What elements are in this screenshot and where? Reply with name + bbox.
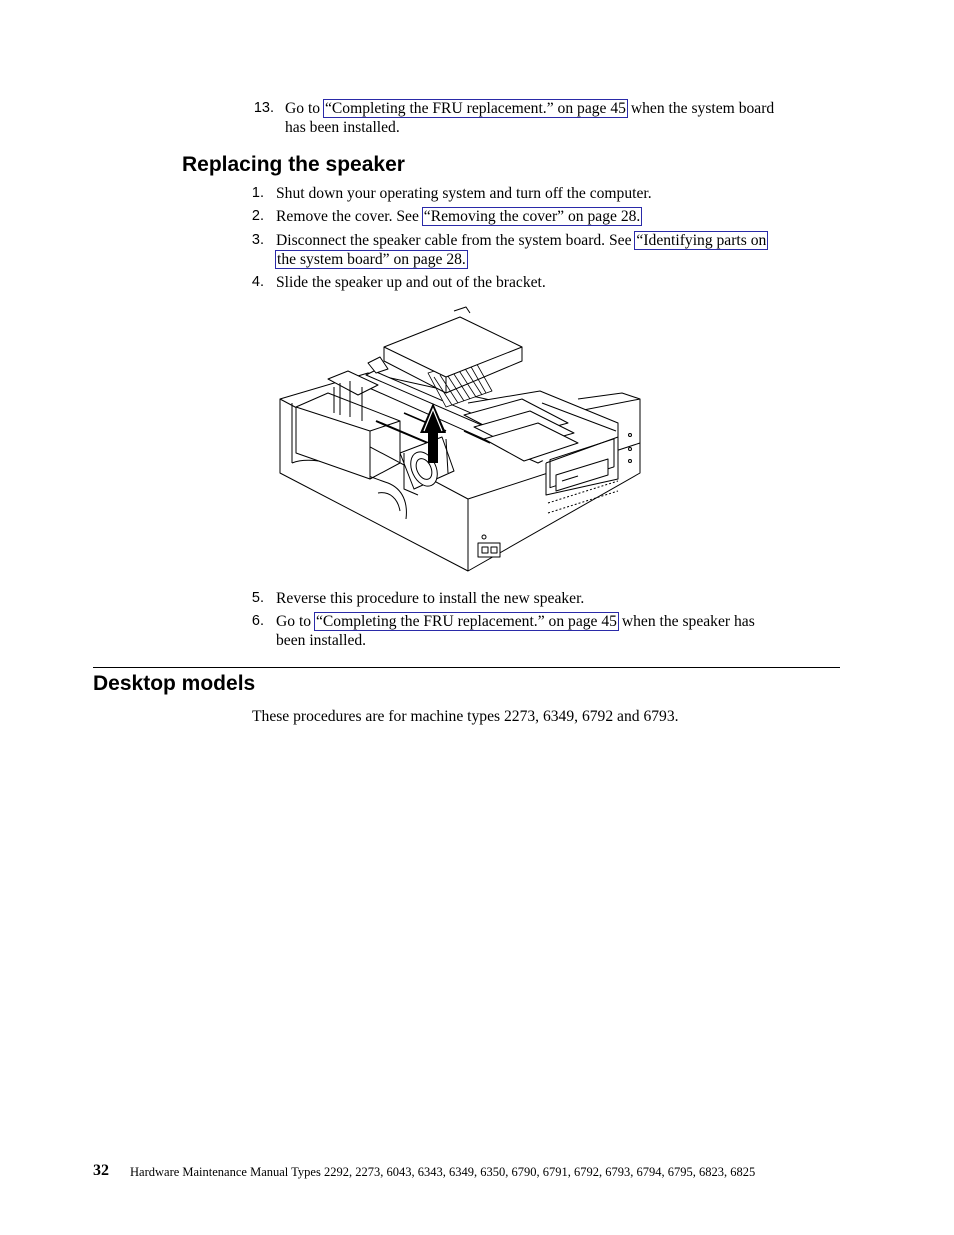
identifying-parts-link-part2[interactable]: the system board” on page 28. — [277, 251, 466, 268]
step-3-number: 3. — [251, 232, 264, 248]
step-2-pre: Remove the cover. See — [276, 208, 423, 225]
desktop-models-body: These procedures are for machine types 2273, 6349, 6792 and 6793. — [252, 708, 679, 725]
step-1-text: Shut down your operating system and turn off the computer. — [276, 185, 652, 202]
step-6-number: 6. — [251, 613, 264, 629]
speaker-removal-illustration — [278, 303, 642, 575]
section-divider — [93, 667, 840, 668]
step-2-number: 2. — [251, 208, 264, 224]
step-13-number: 13. — [253, 100, 274, 116]
step-6-post: when the speaker has — [617, 613, 755, 630]
step-5-number: 5. — [251, 590, 264, 606]
section-title-replacing-speaker: Replacing the speaker — [182, 153, 405, 176]
step-4-text: Slide the speaker up and out of the bracket. — [276, 274, 546, 291]
removing-cover-link[interactable]: “Removing the cover” on page 28. — [423, 208, 641, 225]
step-3-line2 — [276, 250, 467, 269]
step-13-pre: Go to — [285, 100, 324, 117]
completing-fru-link-2[interactable]: “Completing the FRU replacement.” on page 45 — [315, 613, 617, 630]
step-2-text — [276, 207, 641, 226]
step-3-text — [276, 231, 767, 250]
step-6-pre: Go to — [276, 613, 315, 630]
step-3-pre: Disconnect the speaker cable from the system board. See — [276, 232, 636, 249]
step-6-text — [276, 612, 755, 631]
step-1-number: 1. — [251, 185, 264, 201]
step-5-text: Reverse this procedure to install the new speaker. — [276, 590, 585, 607]
page-number: 32 — [93, 1162, 109, 1179]
step-13-line2: has been installed. — [285, 119, 400, 136]
completing-fru-link[interactable]: “Completing the FRU replacement.” on page 45 — [324, 100, 626, 117]
section-title-desktop-models: Desktop models — [93, 672, 256, 695]
identifying-parts-link-part1[interactable]: “Identifying parts on — [636, 232, 767, 249]
step-13-text — [285, 99, 774, 118]
step-13-post: when the system board — [626, 100, 775, 117]
footer-title: Hardware Maintenance Manual Types 2292, 2273, 6043, 6343, 6349, 6350, 6790, 6791, 6792, 6793, 6794, 6795, 6823, 6825 — [130, 1165, 756, 1179]
step-6-line2: been installed. — [276, 632, 367, 649]
step-4-number: 4. — [251, 274, 264, 290]
